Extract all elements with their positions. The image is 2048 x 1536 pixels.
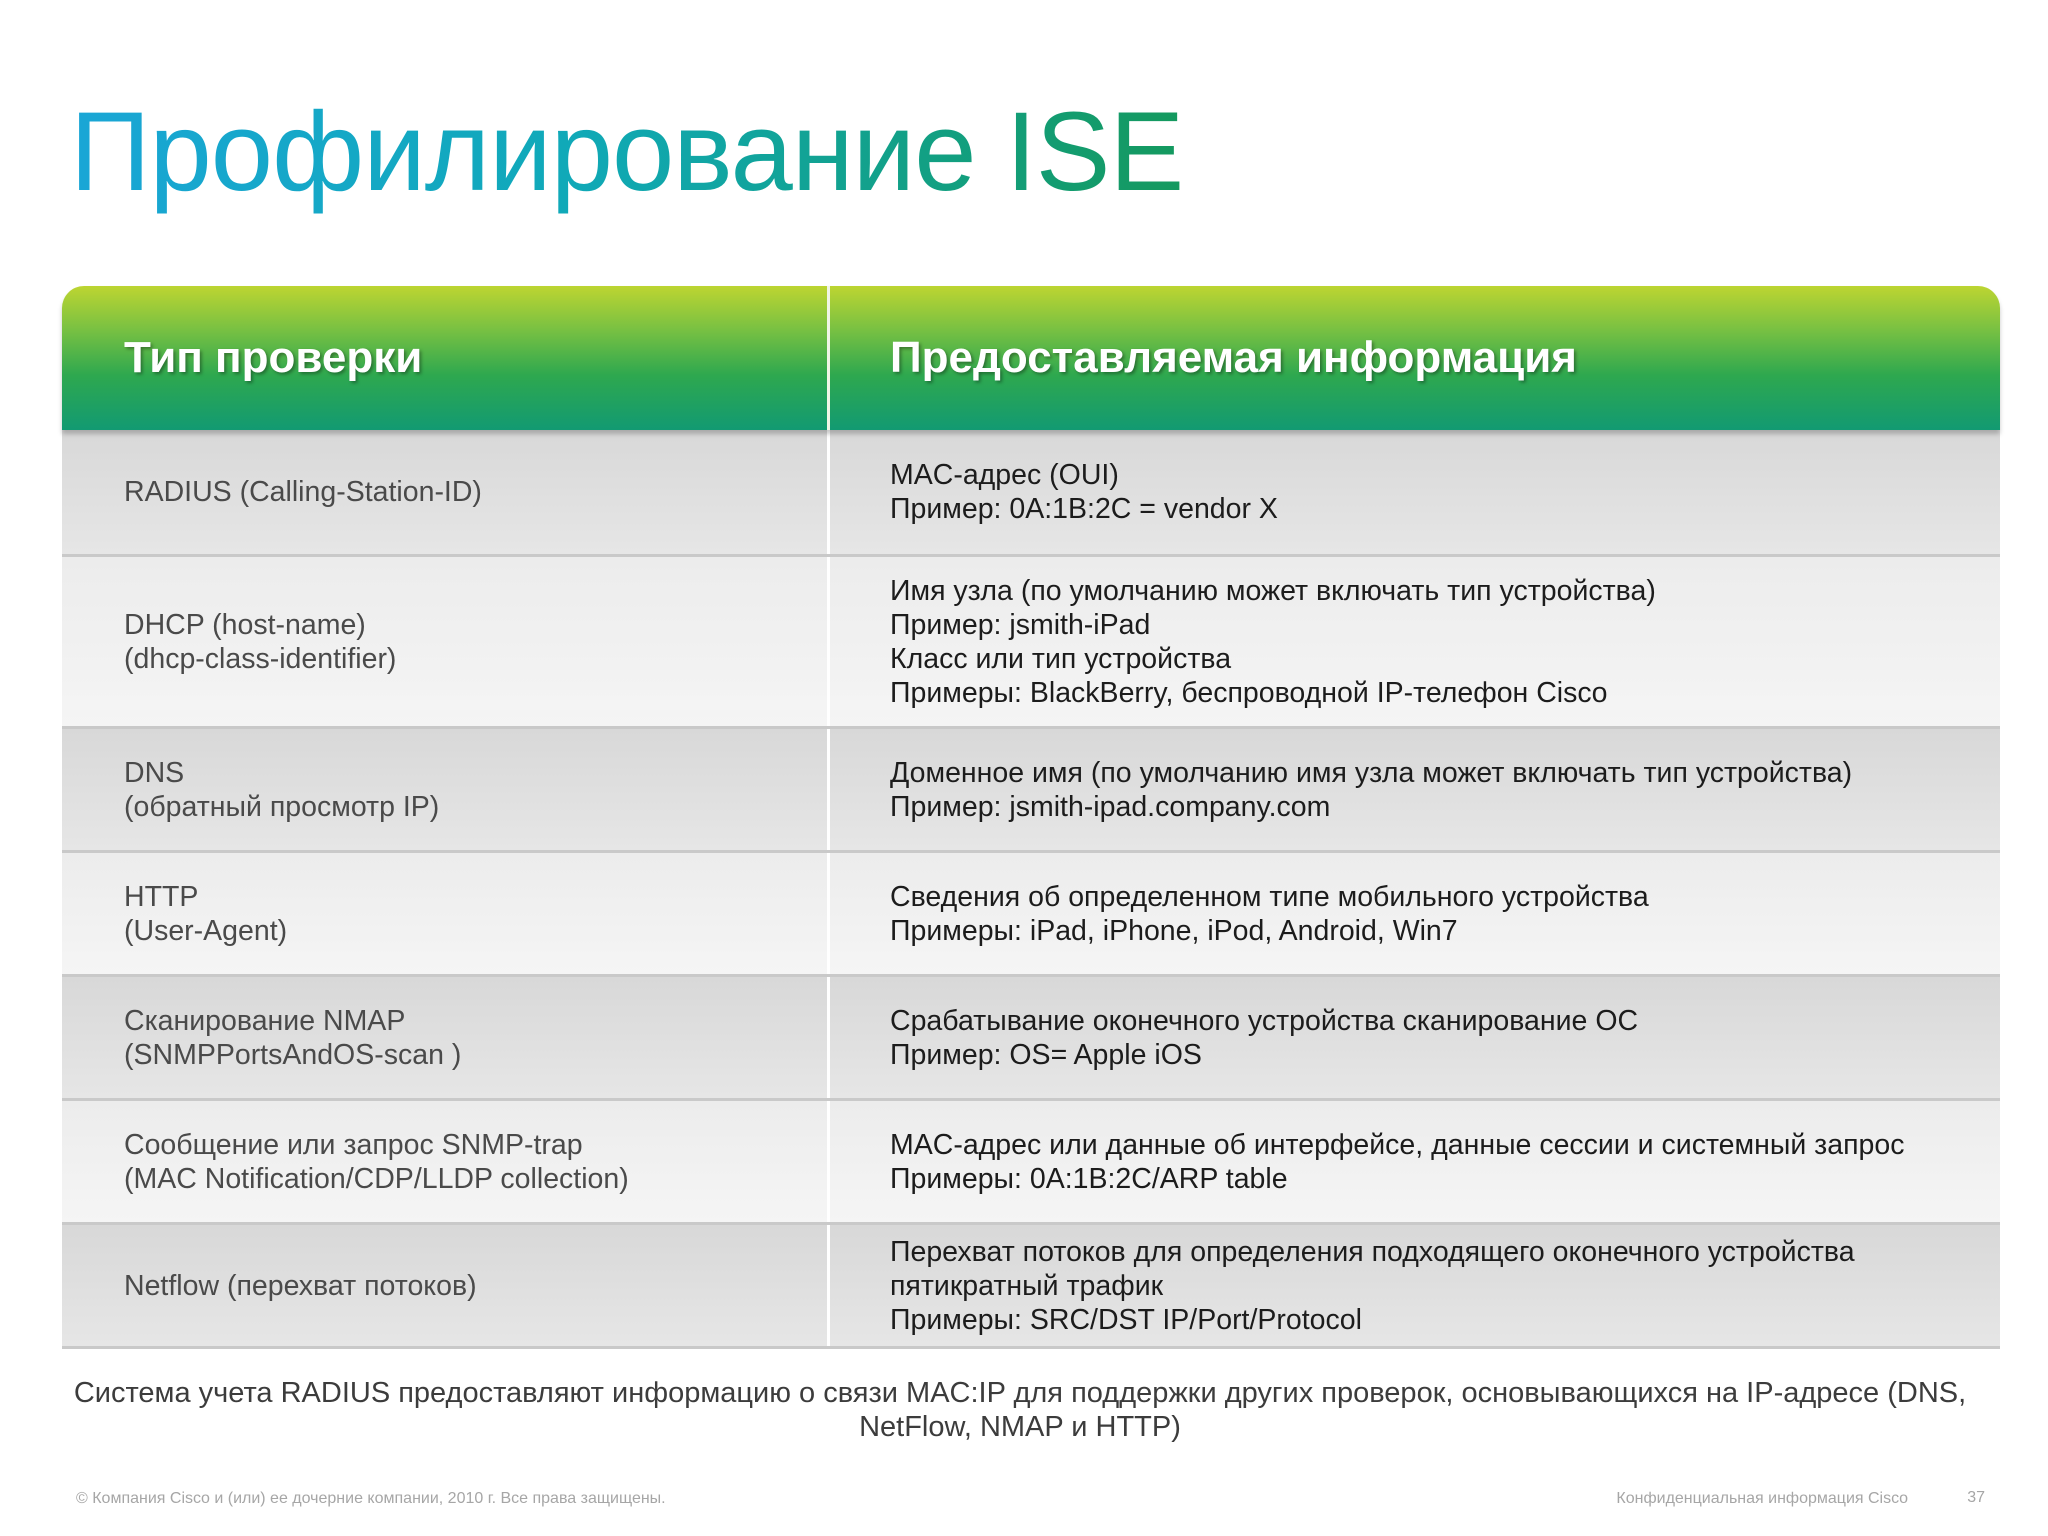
table-row: [62, 1225, 2000, 1349]
table-header: [62, 286, 2000, 430]
cell-line: Пример: 0A:1B:2C = vendor X: [890, 493, 1278, 525]
check-type-cell: [62, 1225, 830, 1346]
cell-line: (dhcp-class-identifier): [124, 642, 397, 675]
page-number: 37: [1967, 1489, 1985, 1506]
cell-line: Примеры: SRC/DST IP/Port/Protocol: [890, 1303, 1362, 1336]
info-cell: [830, 1101, 2000, 1222]
cell-line: HTTP: [124, 880, 199, 913]
cell-line: Доменное имя (по умолчанию имя узла может включать тип устройства): [890, 756, 1853, 789]
cell-line: (SNMPPortsAndOS-scan ): [124, 1038, 462, 1071]
info-cell: [830, 430, 2000, 554]
cell-line: RADIUS (Calling-Station-ID): [124, 476, 482, 508]
footnote-line: Система учета RADIUS предоставляют информацию о связи MAC:IP для поддержки других проверок, основывающихся на IP-адресе (DNS,: [73, 1377, 1967, 1409]
cell-line: Пример: OS= Apple iOS: [890, 1038, 1202, 1071]
cell-line: Примеры: BlackBerry, беспроводной IP-телефон Cisco: [890, 676, 1608, 709]
check-type-cell: [62, 729, 830, 850]
cell-line: пятикратный трафик: [890, 1269, 1164, 1302]
cell-line: Класс или тип устройства: [890, 642, 1232, 675]
cell-line: Срабатывание оконечного устройства сканирование ОС: [890, 1004, 1639, 1037]
table-row: [62, 430, 2000, 557]
cell-line: Перехват потоков для определения подходящего оконечного устройства: [890, 1235, 1855, 1268]
cell-line: Сведения об определенном типе мобильного устройства: [890, 880, 1649, 913]
info-cell: [830, 977, 2000, 1098]
cell-line: DNS: [124, 756, 185, 789]
footnote: [60, 1376, 1980, 1444]
table-row: [62, 557, 2000, 729]
check-type-cell: [62, 430, 830, 554]
header-provided-info: Предоставляемая информация: [890, 333, 1577, 382]
cell-line: Пример: jsmith-ipad.company.com: [890, 790, 1331, 823]
table-row: [62, 1101, 2000, 1225]
cell-line: MAC-адрес или данные об интерфейсе, данные сессии и системный запрос: [890, 1128, 1905, 1161]
check-type-cell: [62, 557, 830, 726]
check-type-cell: [62, 1101, 830, 1222]
info-cell: [830, 853, 2000, 974]
table-row: [62, 729, 2000, 853]
cell-line: (User-Agent): [124, 914, 288, 947]
table-row: [62, 977, 2000, 1101]
profiling-table: [62, 286, 2000, 1349]
cell-line: DHCP (host-name): [124, 608, 366, 641]
footnote-line: NetFlow, NMAP и HTTP): [859, 1411, 1181, 1443]
cell-line: Сканирование NMAP: [124, 1004, 406, 1037]
check-type-cell: [62, 853, 830, 974]
footer-confidential: Конфиденциальная информация Cisco: [1616, 1490, 1908, 1507]
check-type-cell: [62, 977, 830, 1098]
cell-line: Сообщение или запрос SNMP-trap: [124, 1128, 583, 1161]
footer-copyright: © Компания Cisco и (или) ее дочерние компании, 2010 г. Все права защищены.: [76, 1490, 666, 1507]
slide-title: Профилирование ISE: [70, 88, 1183, 217]
cell-line: MAC-адрес (OUI): [890, 459, 1119, 491]
cell-line: Netflow (перехват потоков): [124, 1269, 477, 1302]
info-cell: [830, 557, 2000, 726]
header-check-type: Тип проверки: [62, 286, 830, 430]
cell-line: Примеры: iPad, iPhone, iPod, Android, Win7: [890, 914, 1458, 947]
cell-line: Примеры: 0A:1B:2C/ARP table: [890, 1162, 1288, 1195]
info-cell: [830, 729, 2000, 850]
table-row: [62, 853, 2000, 977]
info-cell: [830, 1225, 2000, 1346]
cell-line: (обратный просмотр IP): [124, 790, 440, 823]
cell-line: Пример: jsmith-iPad: [890, 608, 1151, 641]
cell-line: Имя узла (по умолчанию может включать тип устройства): [890, 574, 1656, 607]
cell-line: (MAC Notification/CDP/LLDP collection): [124, 1162, 629, 1195]
